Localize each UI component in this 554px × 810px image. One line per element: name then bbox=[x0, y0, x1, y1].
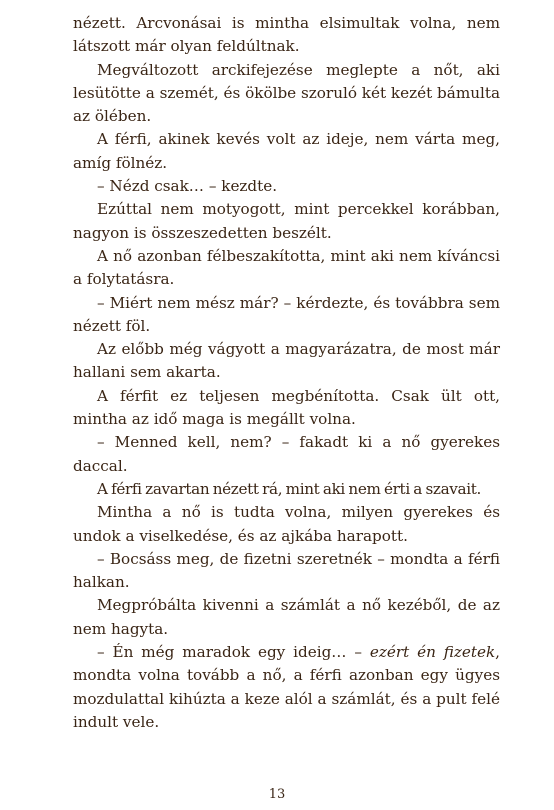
paragraph: Megpróbálta kivenni a számlát a nő kezéből, de az nem hagyta. bbox=[73, 596, 500, 638]
paragraph: A férfi zavartan nézett rá, mint aki nem érti a szavait. bbox=[97, 479, 481, 498]
paragraph: A férfi, akinek kevés volt az ideje, nem várta meg, amíg fölnéz. bbox=[73, 130, 500, 172]
text-run: – Én még maradok egy ideig… – bbox=[97, 643, 370, 662]
italic-text-run: ezért én fizetek bbox=[369, 643, 496, 662]
text-run: , mondta volna tovább a nő, a férfi azonban egy ügyes mozdulattal kihúzta a keze alól a számlát, és a pult felé indult vele. bbox=[73, 643, 500, 731]
body-text bbox=[73, 12, 500, 734]
paragraph: Ezúttal nem motyogott, mint percekkel korábban, nagyon is összeszedetten beszélt. bbox=[73, 200, 500, 242]
page-number: 13 bbox=[268, 787, 286, 802]
paragraph: – Nézd csak… – kezdte. bbox=[97, 177, 278, 196]
paragraph: Mintha a nő is tudta volna, milyen gyerekes és undok a viselkedése, és az ajkába harapott. bbox=[73, 503, 500, 545]
paragraph: – Miért nem mész már? – kérdezte, és továbbra sem nézett föl. bbox=[73, 293, 500, 335]
paragraph: – Bocsáss meg, de fizetni szeretnék – mondta a férfi halkan. bbox=[73, 549, 500, 592]
paragraph: A férfit ez teljesen megbénította. Csak ült ott, mintha az idő maga is megállt volna. bbox=[73, 386, 500, 429]
paragraph-with-italic bbox=[73, 641, 500, 734]
paragraph: A nő azonban félbeszakította, mint aki nem kíváncsi a folytatásra. bbox=[73, 246, 500, 289]
paragraph: Megváltozott arckifejezése meglepte a nőt, aki lesütötte a szemét, és ökölbe szoruló két kezét bámulta az ölében. bbox=[73, 60, 501, 126]
paragraph: Az előbb még vágyott a magyarázatra, de most már hallani sem akarta. bbox=[73, 340, 500, 382]
paragraph: – Menned kell, nem? – fakadt ki a nő gyerekes daccal. bbox=[73, 433, 500, 475]
paragraph: nézett. Arcvonásai is mintha elsimultak volna, nem látszott már olyan feldúltnak. bbox=[73, 14, 500, 56]
